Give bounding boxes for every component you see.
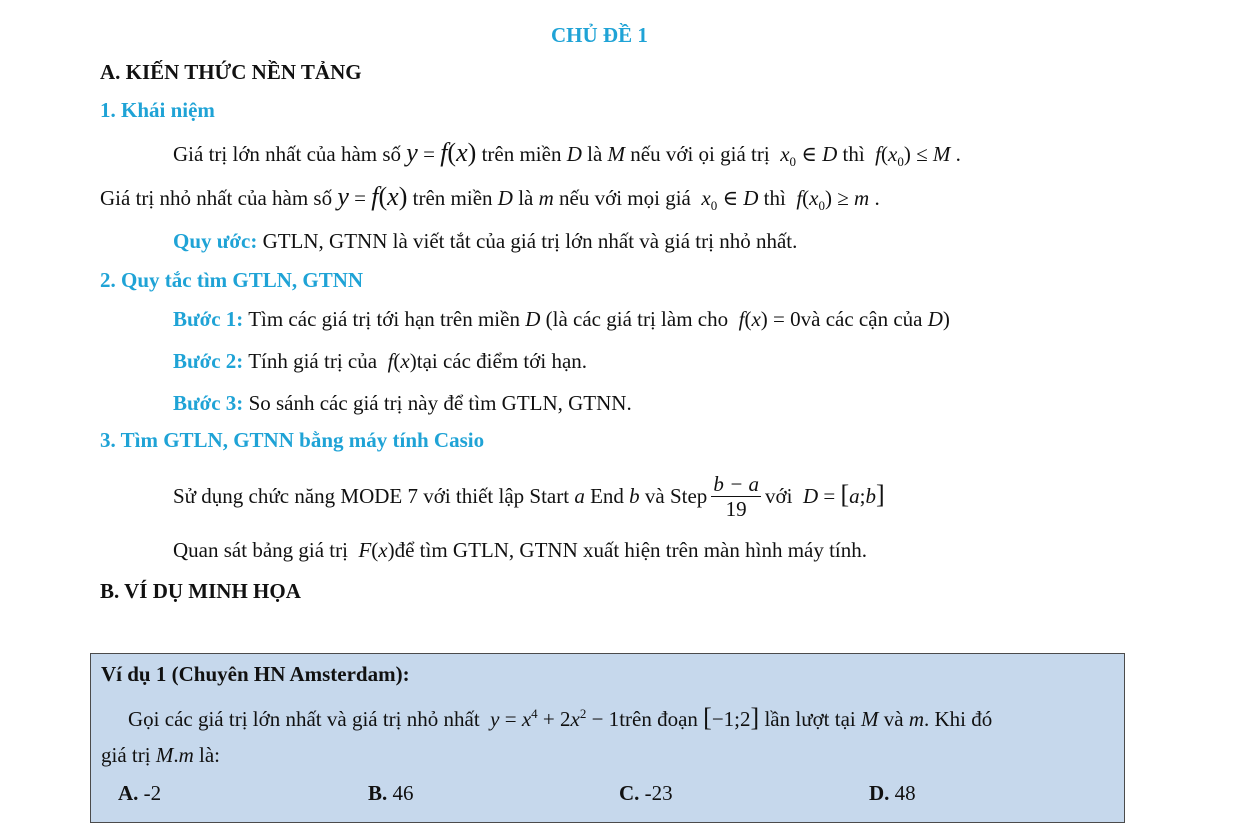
- convention-label: Quy ước:: [173, 229, 258, 253]
- casio-line-2: Quan sát bảng giá trị F(x)để tìm GTLN, GTNN xuất hiện trên màn hình máy tính.: [173, 538, 868, 562]
- step-1: Bước 1: Tìm các giá trị tới hạn trên miền D (là các giá trị làm cho f(x) = 0và các cận của D): [173, 307, 950, 331]
- step-2: Bước 2: Tính giá trị của f(x)tại các điểm tới hạn.: [173, 349, 588, 373]
- option-d[interactable]: D. 48: [869, 781, 916, 805]
- heading-concept: 1. Khái niệm: [100, 98, 215, 122]
- option-c[interactable]: C. -23: [619, 781, 673, 805]
- example-question-line-1: Gọi các giá trị lớn nhất và giá trị nhỏ nhất $y = x^4 + 2x^2$ − 1trên đoạn [−1;2] lần lượt tại M và m. Khi đó: [128, 703, 993, 732]
- step-fraction: $\frac{b - a}{19}$: [713, 471, 759, 521]
- option-a[interactable]: A. -2: [118, 781, 162, 805]
- concept-line-2: Giá trị nhỏ nhất của hàm số y = f(x) trên miền D là m nếu với mọi giá $x_0$ ∈ D thì $f(x_0) \ge m$ .: [100, 182, 880, 213]
- concept-line-1: Giá trị lớn nhất của hàm số y = f(x) trên miền D là M nếu với ọi giá trị $x_0$ ∈ D thì $f(x_0) \le M$ .: [173, 138, 961, 169]
- convention-line: Quy ước: GTLN, GTNN là viết tắt của giá trị lớn nhất và giá trị nhỏ nhất.: [173, 229, 798, 253]
- example-question-line-2: giá trị M.m là:: [101, 743, 220, 767]
- section-b-heading: B. VÍ DỤ MINH HỌA: [100, 579, 301, 603]
- heading-casio: 3. Tìm GTLN, GTNN bằng máy tính Casio: [100, 428, 485, 452]
- topic-title: CHỦ ĐỀ 1: [551, 23, 648, 47]
- step-3: Bước 3: So sánh các giá trị này để tìm GTLN, GTNN.: [173, 391, 632, 415]
- section-a-heading: A. KIẾN THỨC NỀN TẢNG: [100, 60, 362, 84]
- option-b[interactable]: B. 46: [368, 781, 414, 805]
- heading-rules: 2. Quy tắc tìm GTLN, GTNN: [100, 268, 364, 292]
- casio-line-1: Sử dụng chức năng MODE 7 với thiết lập Start a End b và Step $\frac{b - a}{19}$ với D = [a;b]: [173, 471, 885, 521]
- example-title: Ví dụ 1 (Chuyên HN Amsterdam):: [101, 662, 410, 686]
